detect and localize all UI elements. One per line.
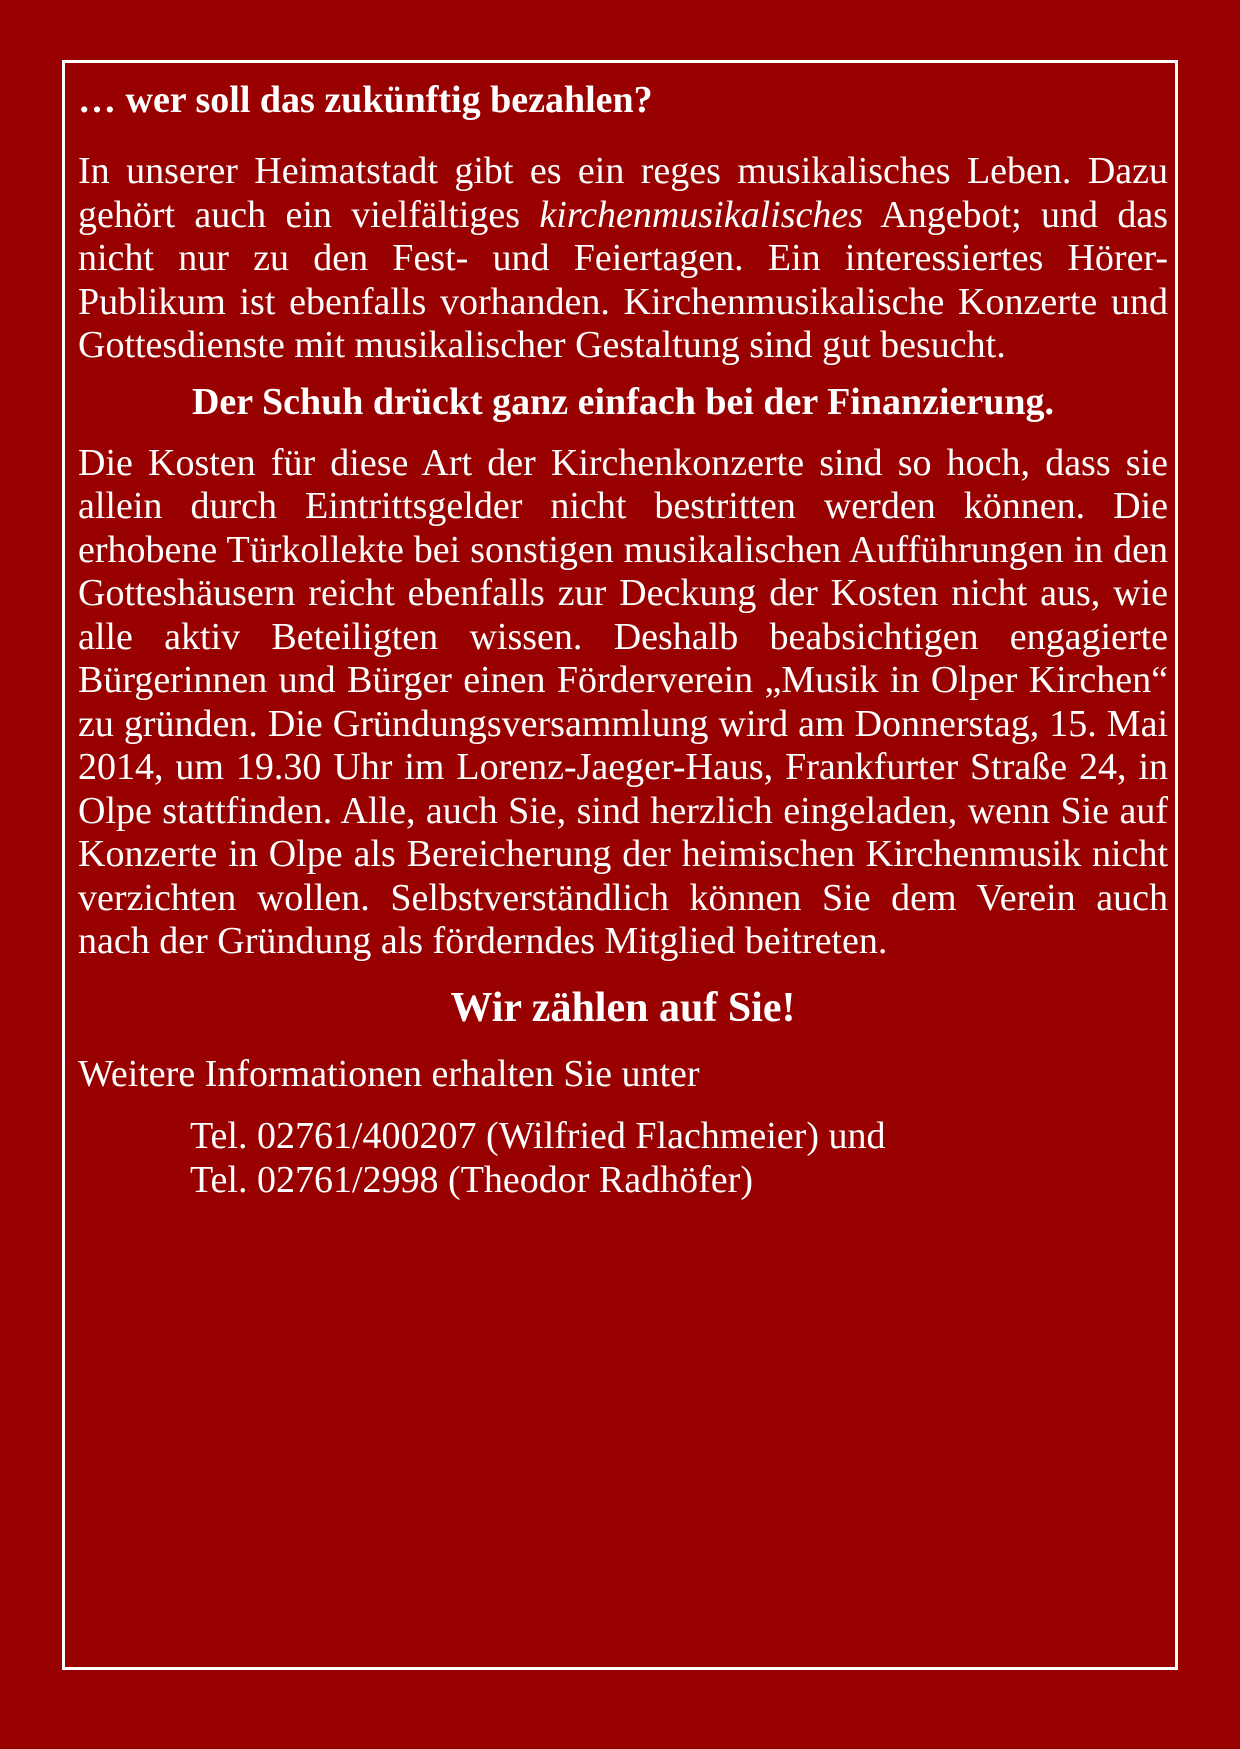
contact-list [190,1114,1168,1202]
intro-text-start: In unserer Heimatstadt gibt es ein reges musikalisches Leben. Dazu gehört auch ein vielfältiges [78,150,1168,236]
info-intro: Weitere Informationen erhalten Sie unter [78,1052,700,1095]
financing-statement: Der Schuh drückt ganz einfach bei der Finanzierung. [191,380,1055,423]
flyer-heading: … wer soll das zukünftig bezahlen? [78,79,653,121]
intro-text-end: Angebot; und das nicht nur zu den Fest- und Feiertagen. Ein interessiertes Hörer-Publikum ist ebenfalls vorhanden. Kirchenmusikalische Konzerte und Gottesdienste mit musikalischer Gestaltung sind gut besucht. [78,193,1168,366]
contact-line-flachmeier: Tel. 02761/400207 (Wilfried Flachmeier) und [190,1114,886,1157]
flyer-content [78,60,1168,1202]
appeal-heading: Wir zählen auf Sie! [450,984,796,1031]
costs-paragraph: Die Kosten für diese Art der Kirchenkonzerte sind so hoch, dass sie allein durch Eintrittsgelder nicht bestritten werden können. Die erhobene Türkollekte bei sonstigen musikalischen Aufführungen in den Gotteshäusern reicht ebenfalls zur Deckung der Kosten nicht aus, wie alle aktiv Beteiligten wissen. Deshalb beabsichtigen engagierte Bürgerinnen und Bürger einen Förderverein „Musik in Olper Kirchen“ zu gründen. Die Gründungsversammlung wird am Donnerstag, 15. Mai 2014, um 19.30 Uhr im Lorenz-Jaeger-Haus, Frankfurter Straße 24, in Olpe stattfinden. Alle, auch Sie, sind herzlich eingeladen, wenn Sie auf Konzerte in Olpe als Bereicherung der heimischen Kirchenmusik nicht verzichten wollen. Selbstverständlich können Sie dem Verein auch nach der Gründung als förderndes Mitglied beitreten. [78,441,1168,962]
intro-paragraph [78,150,1168,368]
contact-line-radhoefer: Tel. 02761/2998 (Theodor Radhöfer) [190,1158,753,1201]
intro-italic-term: kirchenmusikalisches [539,193,864,236]
